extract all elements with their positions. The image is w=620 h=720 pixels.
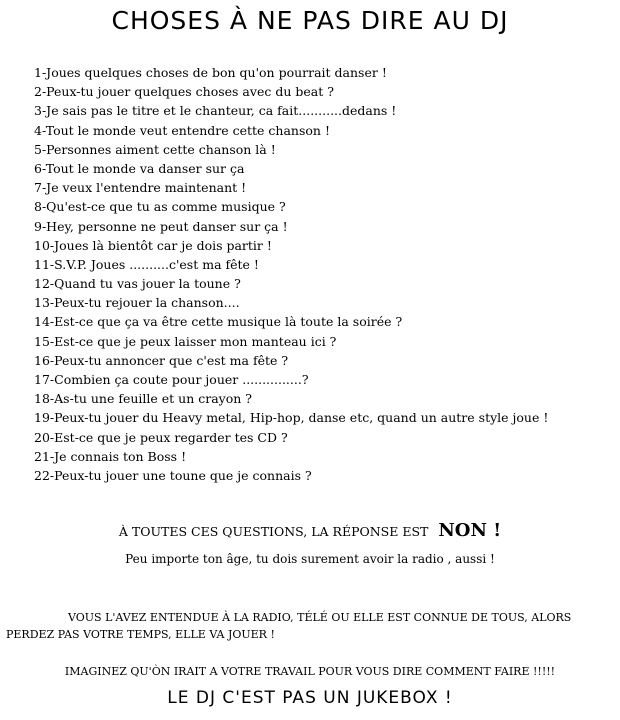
list-item: 20-Est-ce que je peux regarder tes CD ? (34, 429, 288, 445)
list-item: 15-Est-ce que je peux laisser mon manteau ici ? (34, 333, 337, 349)
list-item: 18-As-tu une feuille et un crayon ? (34, 391, 252, 407)
list-item: 1-Joues quelques choses de bon qu'on pourrait danser ! (34, 65, 387, 80)
list-item: 21-Je connais ton Boss ! (34, 448, 187, 464)
radio-line-2: PERDEZ PAS VOTRE TEMPS, ELLE VA JOUER ! (6, 628, 275, 641)
list-item: 9-Hey, personne ne peut danser sur ça ! (34, 218, 288, 234)
radio-paragraph (6, 609, 606, 643)
list-item: 5-Personnes aiment cette chanson là ! (34, 141, 276, 157)
list-item: 3-Je sais pas le titre et le chanteur, ca fait...........dedans ! (34, 103, 397, 119)
answer-line (0, 520, 620, 541)
phrase-list (34, 63, 548, 485)
list-item: 6-Tout le monde va danser sur ça (34, 160, 245, 176)
list-item: 22-Peux-tu jouer une toune que je connais ? (34, 467, 312, 483)
list-item: 19-Peux-tu jouer du Heavy metal, Hip-hop, danse etc, quand un autre style joue ! (34, 410, 549, 426)
answer-prefix: À TOUTES CES QUESTIONS, LA RÉPONSE EST (118, 524, 429, 539)
answer-emphasis: NON ! (438, 520, 502, 541)
imagine-line: IMAGINEZ QU'ÒN IRAIT A VOTRE TRAVAIL POUR VOUS DIRE COMMENT FAIRE !!!!! (64, 665, 556, 678)
footer-slogan: LE DJ C'EST PAS UN JUKEBOX ! (167, 688, 453, 708)
list-item: 7-Je veux l'entendre maintenant ! (34, 180, 247, 196)
list-item: 13-Peux-tu rejouer la chanson.... (34, 295, 240, 311)
page-title: CHOSES À NE PAS DIRE AU DJ (111, 6, 509, 35)
list-item: 8-Qu'est-ce que tu as comme musique ? (34, 199, 286, 215)
list-item: 17-Combien ça coute pour jouer ...............? (34, 372, 309, 387)
list-item: 12-Quand tu vas jouer la toune ? (34, 276, 241, 292)
list-item: 11-S.V.P. Joues ..........c'est ma fête ! (34, 256, 259, 272)
sub-line: Peu importe ton âge, tu dois surement avoir la radio , aussi ! (125, 552, 495, 566)
list-item: 14-Est-ce que ça va être cette musique là toute la soirée ? (34, 314, 403, 330)
list-item: 2-Peux-tu jouer quelques choses avec du beat ? (34, 84, 334, 100)
list-item: 16-Peux-tu annoncer que c'est ma fête ? (34, 352, 289, 368)
list-item: 4-Tout le monde veut entendre cette chanson ! (34, 122, 330, 138)
radio-line-1: VOUS L'AVEZ ENTENDUE À LA RADIO, TÉLÉ OU ELLE EST CONNUE DE TOUS, ALORS (68, 611, 572, 624)
list-item: 10-Joues là bientôt car je dois partir ! (34, 237, 272, 253)
